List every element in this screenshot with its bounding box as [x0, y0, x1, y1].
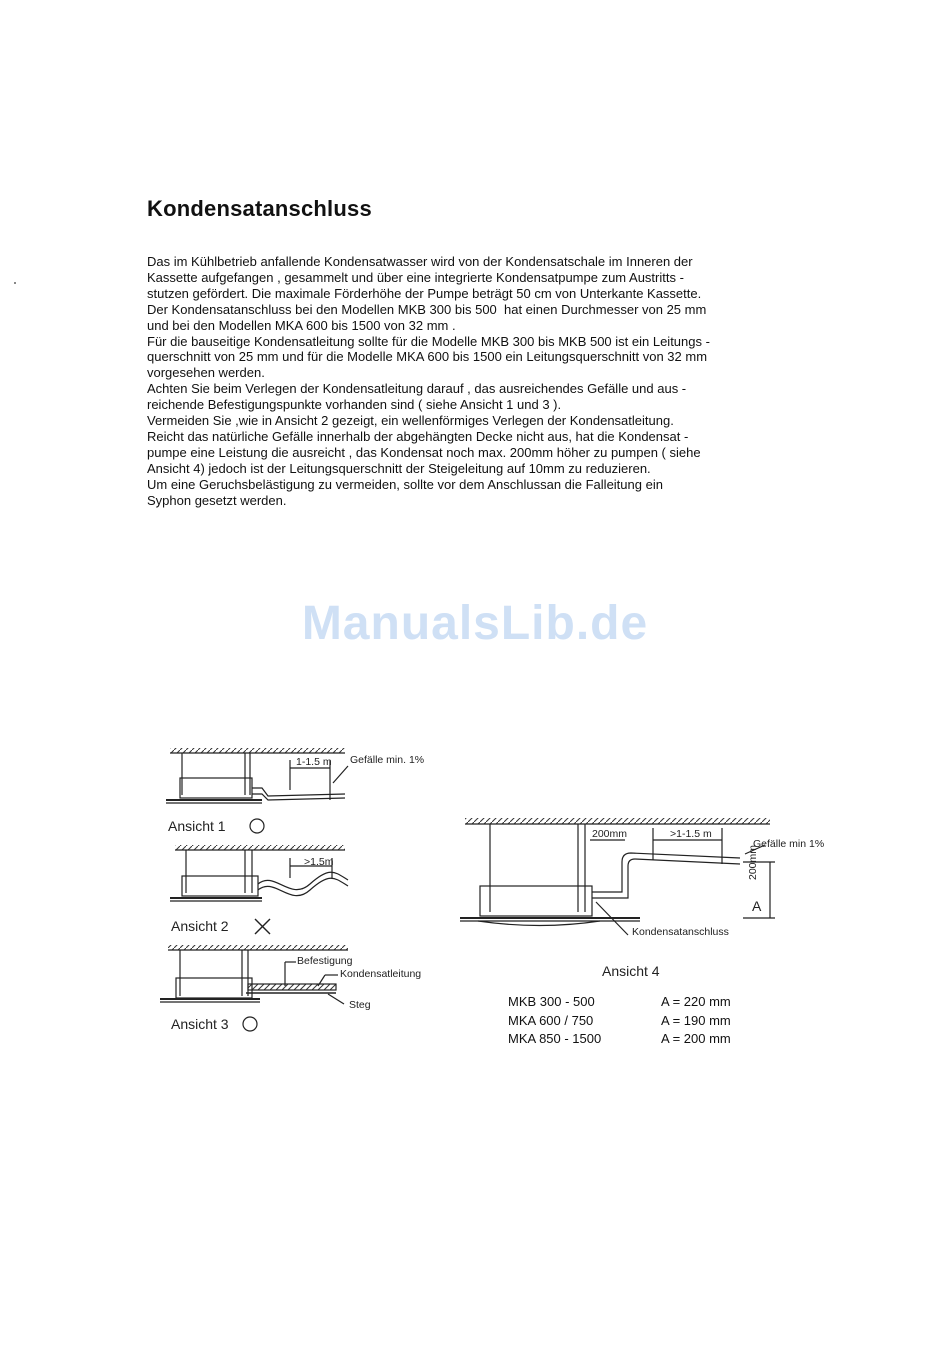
text-line: Ansicht 4) jedoch ist der Leitungsquerschnitt der Steigeleitung auf 10mm zu reduzieren.	[147, 460, 651, 476]
view2-label: Ansicht 2	[171, 918, 229, 934]
view3-ok-symbol	[243, 1017, 257, 1031]
table-row	[508, 994, 731, 1013]
text-line: Vermeiden Sie ,wie in Ansicht 2 gezeigt, ein wellenförmiges Verlegen der Kondensatleitung.	[147, 413, 674, 429]
view4-height-label: 200mm	[747, 844, 759, 880]
text-line: Um eine Geruchsbelästigung zu vermeiden, sollte vor dem Anschlussan die Falleitung ein	[147, 476, 663, 492]
text-line: und bei den Modellen MKA 600 bis 1500 von 32 mm .	[147, 317, 456, 333]
model-cell: MKB 300 - 500	[508, 994, 595, 1009]
text-line: reichende Befestigungspunkte vorhanden sind ( siehe Ansicht 1 und 3 ).	[147, 397, 562, 413]
view2-dimension: >1.5m	[304, 856, 334, 868]
model-table	[508, 994, 731, 1050]
value-cell: A = 220 mm	[661, 994, 731, 1009]
view3-fastening-label: Befestigung	[297, 955, 353, 967]
view4-height-var: A	[752, 898, 762, 914]
text-line: querschnitt von 25 mm und für die Modelle MKA 600 bis 1500 ein Leitungsquerschnitt von 32 mm	[147, 349, 708, 365]
text-line: Syphon gesetzt werden.	[147, 492, 287, 508]
value-cell: A = 190 mm	[661, 1012, 731, 1028]
view1-ok-symbol	[250, 819, 264, 833]
table-row	[508, 1031, 731, 1050]
text-line: Das im Kühlbetrieb anfallende Kondensatwasser wird von der Kondensatschale im Inneren der	[147, 254, 693, 269]
view3-drawing	[160, 945, 348, 1004]
page-title: Kondensatanschluss	[147, 196, 372, 221]
view4-label: Ansicht 4	[602, 963, 660, 979]
view1-label: Ansicht 1	[168, 818, 226, 834]
text-line: Kassette aufgefangen , gesammelt und über eine integrierte Kondensatpumpe zum Austritts -	[147, 269, 684, 285]
view3-label: Ansicht 3	[171, 1016, 229, 1032]
value-cell: A = 200 mm	[661, 1031, 731, 1046]
model-cell: MKA 850 - 1500	[508, 1031, 602, 1046]
view2-drawing	[170, 845, 348, 901]
view4-connection-label: Kondensatanschluss	[632, 926, 729, 938]
table-row	[508, 1013, 731, 1032]
text-line: pumpe eine Leistung die ausreicht , das Kondensat noch max. 200mm höher zu pumpen ( siehe	[147, 444, 701, 460]
view4-slope-label: Gefälle min 1%	[753, 838, 825, 850]
text-line: Der Kondensatanschluss bei den Modellen MKB 300 bis 500 hat einen Durchmesser von 25 mm	[147, 301, 707, 317]
view4-dimension-a: 200mm	[592, 828, 628, 840]
view2-not-ok-symbol	[255, 919, 270, 934]
view4-dimension-b: >1-1.5 m	[670, 828, 712, 840]
text-line: Für die bauseitige Kondensatleitung sollte für die Modelle MKB 300 bis MKB 500 ist ein Leitungs -	[147, 333, 710, 349]
text-line: Achten Sie beim Verlegen der Kondensatleitung darauf , das ausreichendes Gefälle und aus -	[147, 381, 687, 397]
view3-pipe-label: Kondensatleitung	[340, 968, 422, 980]
text-line: Reicht das natürliche Gefälle innerhalb der abgehängten Decke nicht aus, hat die Kondensat -	[147, 428, 689, 444]
view1-slope-label: Gefälle min. 1%	[350, 754, 425, 766]
text-line: vorgesehen werden.	[147, 365, 265, 381]
text-line: stutzen gefördert. Die maximale Förderhöhe der Pumpe beträgt 50 cm von Unterkante Kassette.	[147, 285, 702, 301]
view3-web-label: Steg	[349, 999, 371, 1011]
model-cell: MKA 600 / 750	[508, 1012, 594, 1028]
watermark: ManualsLib.de	[301, 597, 649, 650]
view1-dimension: 1-1.5 m	[296, 756, 332, 768]
